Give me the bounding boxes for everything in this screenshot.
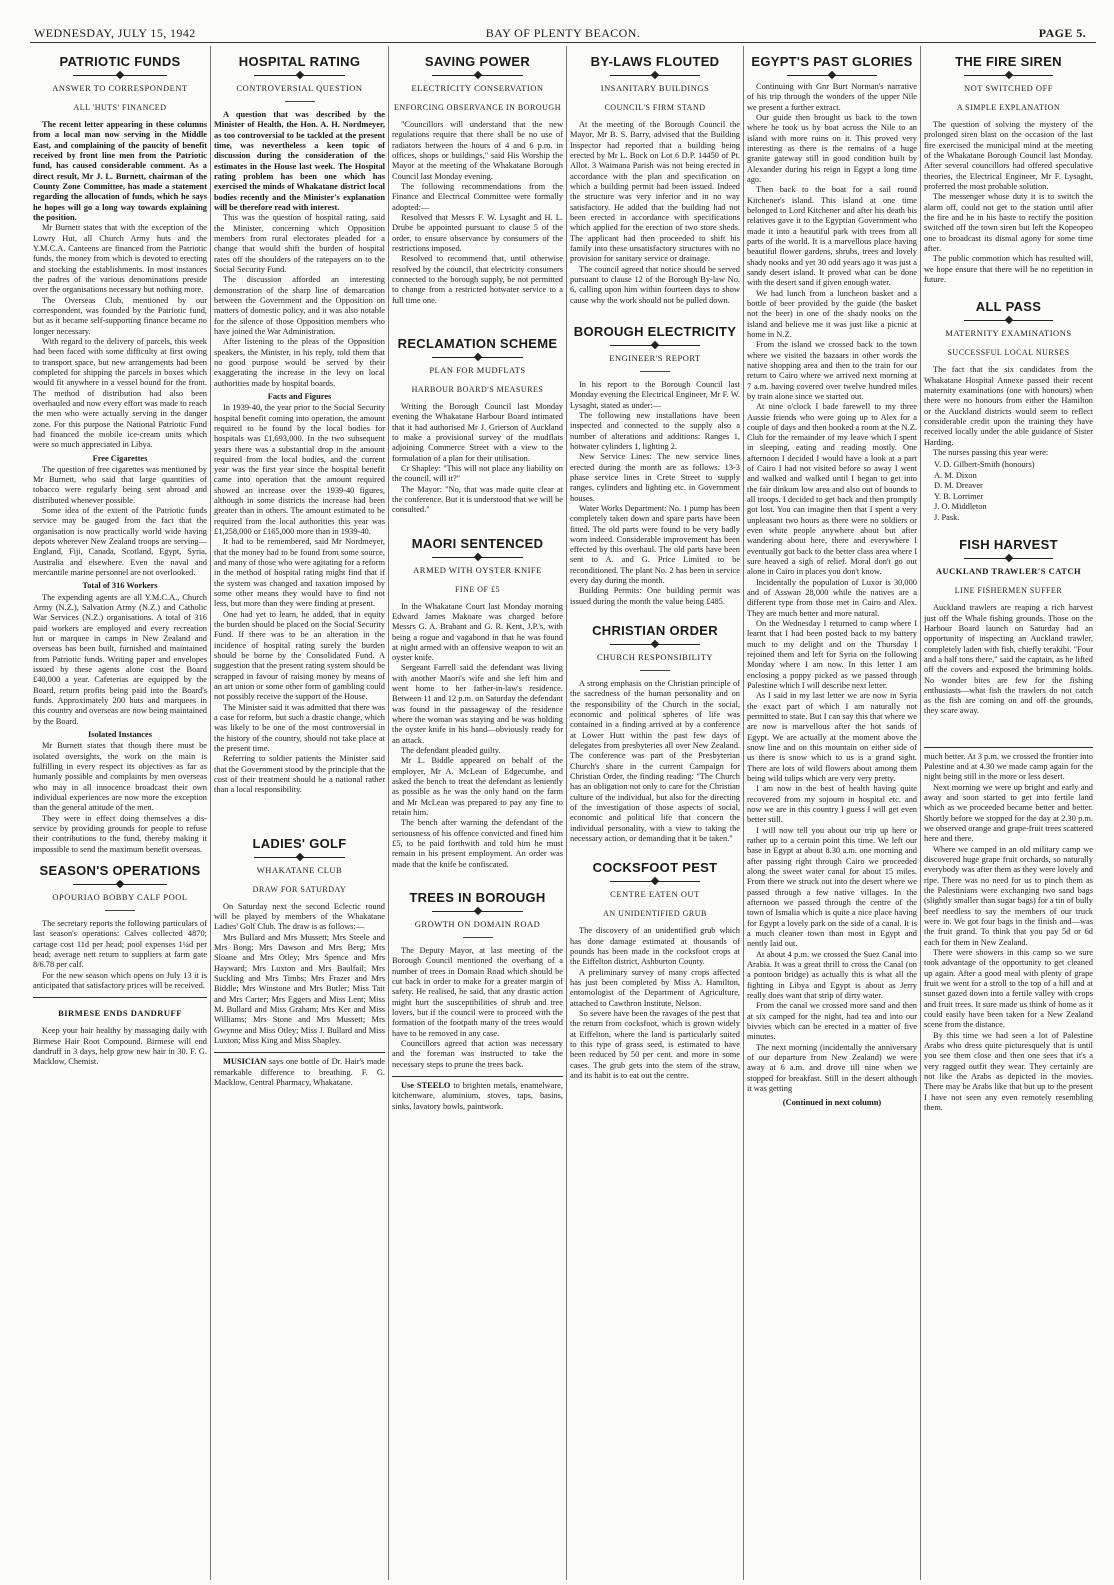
sub-subheadline: A SIMPLE EXPLANATION	[956, 103, 1061, 112]
paragraph: Referring to soldier patients the Minister said that the Government stood by the principle that the cost of their treatment should be a national rather than a local responsibility.	[214, 754, 385, 795]
headline-rule	[610, 877, 700, 885]
story-egypts-past-glories	[747, 54, 917, 1107]
paragraph: much better. At 3 p.m. we crossed the frontier into Palestine and at 4.30 we made camp again for the night being still in the more or less desert.	[924, 751, 1093, 782]
paragraph: "Councillors will understand that the new regulations require that there shall be no use of radiators between the hours of 4 and 6 p.m. in offices, shops or buildings," said His Worship the Mayor at the meeting of the Whakatane Borough Council last Monday evening.	[392, 120, 563, 181]
paragraph: The bench after warning the defendant of the seriousness of his offence convicted and fined him £5, to be paid forthwith and told him he must remain in his present employment. An order was made that the knife be confiscated.	[392, 818, 563, 869]
advert-birmese	[33, 997, 207, 1067]
subheadline: CONTROVERSIAL QUESTION	[236, 83, 363, 93]
advert-steelo	[392, 1076, 563, 1112]
paragraph: A preliminary survey of many crops affected has just been completed by Miss A. Hamilton, entomologist of the Department of Agriculture, attached to Cawthron Institute, Nelson.	[570, 967, 740, 1008]
subheadline: CENTRE EATEN OUT	[610, 889, 700, 900]
paragraph: The fact that the six candidates from the Whakatane Hospital Annexe passed their recent maternity examinations (one with honours) when there were no honours from either the Hamilton or the Auckland districts would seem to reflect considerable credit upon the training they have received locally under the able guidance of Sister Harding.	[924, 365, 1093, 447]
sub-subheadline: ALL 'HUTS' FINANCED	[73, 103, 167, 112]
paragraph: Our guide then brought us back to the town where he took us by boat across the Nile to an island with more ruins on it. This proved very interesting as there is the remains of a huge granite gateway still in good condition built by Alexander during his reign in Egypt a long time ago.	[747, 112, 917, 184]
advert-body: says one bottle of Dr. Hair's made remarkable difference to breathing. F. G. Macklow, Central Pharmacy, Whakatane.	[214, 1057, 385, 1087]
issue-date: WEDNESDAY, JULY 15, 1942	[34, 26, 196, 40]
list-item: Y. B. Lorrimer	[934, 491, 984, 501]
headline: EGYPT'S PAST GLORIES	[751, 54, 913, 69]
story-reclamation-scheme	[392, 336, 563, 516]
subheadline: NOT SWITCHED OFF	[963, 83, 1054, 93]
headline-rule	[964, 71, 1053, 79]
story-seasons-operations	[33, 863, 207, 991]
story-fish-harvest	[924, 537, 1093, 717]
subheadline: ARMED WITH OYSTER KNIFE	[413, 564, 542, 575]
list-item: V. D. Gilbert-Smith (honours)	[934, 460, 1035, 470]
paragraph: The question of solving the mystery of the prolonged siren blast on the occasion of the last fire exercised the municipal mind at the meeting of the Whakatane Borough Council last Monday. After several councillors had offered speculative theories, the Electrical Engineer, Mr F. Lysaght, proferred the most probable solution.	[924, 120, 1093, 191]
headline-rule	[610, 341, 700, 349]
paragraph: From the canal we crossed more sand and then at six camped for the night, had tea and into our bivvies which can be erected in a matter of five minutes.	[747, 1001, 917, 1042]
paragraph: One had yet to learn, he added, that in equity the burden should be placed on the Social Security Fund. If there was to be an alteration in the incidence of hospital rating surely the burden should be borne by the Consolidated Fund. A suggestion that the present rating system should be scrapped in favour of raising money by means of an art union or some other form of gambling could not possibly receive the support of the House.	[214, 609, 385, 702]
paragraph: The next morning (incidentally the anniversary of our departure from New Zealand) we were away at 6 a.m. and drove till nine when we stopped for breakfast. Still in the desert although it was getting	[747, 1042, 917, 1093]
column-3	[388, 46, 566, 1580]
story-patriotic-funds	[33, 54, 207, 855]
headline-rule	[610, 71, 700, 79]
headline-rule	[254, 853, 345, 861]
headline: FISH HARVEST	[959, 537, 1058, 553]
paragraph: After listening to the pleas of the Opposition speakers, the Minister, in his reply, told them that no good purpose would be served by their exaggerating the increase in the levy on local authorities made by hospital boards.	[214, 337, 385, 388]
sub-subheadline: HARBOUR BOARD'S MEASURES	[411, 384, 544, 394]
paragraph-heading: Free Cigarettes	[92, 453, 148, 463]
paragraph: By this time we had seen a lot of Palestine Arabs who dress quite picturesquely that is until you see them close and then one sees that it's a very ragged outfit they wear. They certainly are not like the Arabs as depicted in the movies. There may be Arabs like that but up to the present I have not seen any even remotely resembling them.	[924, 1030, 1093, 1112]
headline-rule	[432, 907, 523, 915]
nurses-list	[934, 460, 1093, 523]
headline-rule	[73, 880, 167, 888]
headline: BOROUGH ELECTRICITY	[573, 323, 737, 339]
story-saving-power	[392, 54, 563, 306]
paragraph: Some idea of the extent of the Patriotic funds service may be gauged from the fact that the organisation is now practically world wide having depots wherever New Zealand troops are serving—England, Fiji, Canada, Scotland, Egypt, Syria, Australia and elsewhere. Even the naval and mercantile marine personnel are not overlooked.	[33, 506, 207, 578]
paragraph: There were showers in this camp so we sure took advantage of the opportunity to get cleaned up again. After a good meal with plenty of grape fruit we went for a stroll to the top of a hill and at sunset gazed down into a fertile valley with crops and fruit trees. It sure made us think of home as it could easily have been taken for a New Zealand scene from the distance.	[924, 948, 1093, 1030]
paragraph: This was the question of hospital rating, said the Minister, concerning which Opposition members from rural electorates pleaded for a change that would shift the burden of hospital rates off the shoulders of the ratepayers on to the Social Security Fund.	[214, 213, 385, 274]
paragraph: The Overseas Club, mentioned by our correspondent, was founded by the Patriotic fund, but as it became self-supporting finance became no longer necessary.	[33, 295, 207, 336]
paragraph: The expending agents are all Y.M.C.A., Church Army (N.Z.), Salvation Army (N.Z.) and Catholic War Services (N.Z.) organisations. A total of 316 paid workers are employed and every recreation hut or marquee in camps in New Zealand and overseas has been built, furnished and maintained from Patriotic funds. Writing paper and envelopes issued by these agents alone cost the Board £40,000 a year. Cafeterias are equipped by the Board, return profits being paid into the Board's funds. Approximately 200 huts and marquees in this country and overseas are now being maintained by the Board.	[33, 592, 207, 726]
headline-rule	[964, 554, 1053, 562]
paragraph-heading: Isolated Instances	[88, 730, 152, 740]
paragraph: Then back to the boat for a sail round Kitchener's island. This island at one time belonged to Lord Kitchener and after his death his relatives gave it to the Egyptian Government who made it into a beautiful park with trees from all parts of the world. It is a marvellous place having beautiful flower gardens, shrubs, trees and lovely shady nooks and yet 30 odd years ago it was just a sandy desert island. It proved what can be done with the desert sand if given enough water.	[747, 185, 917, 288]
paragraph: The following recommendations from the Finance and Electrical Committee were formally adopted:—	[392, 181, 563, 212]
paragraph: Cr Shapley: "This will not place any liability on the council, will it?"	[392, 463, 563, 484]
headline-rule	[964, 316, 1053, 324]
headline-rule	[254, 71, 345, 79]
paragraph: The Deputy Mayor, at last meeting of the Borough Council mentioned the overhang of a number of trees in Domain Road which should be cut back in order to make for a greater margin of safety. He realised, he said, that any drastic action might hurt the susceptibilities of shrub and tree lovers, but if the council were to proceed with the formation of the footpath many of the trees would have to be removed in any case.	[392, 946, 563, 1038]
paragraph: Resolved that Messrs F. W. Lysaght and H. L. Drube be appointed pursuant to clause 5 of the order, to ensure observance by consumers of the restrictions imposed.	[392, 212, 563, 253]
paragraph: At nine o'clock I bade farewell to my three Aussie friends who were going up to Alex for a couple of days and then booked a room at the N.Z. Club for the remainder of my leave which I spent in sleeping, eating and reading mostly. One afternoon I decided I would have a look at a part of Cairo I had not visited before so away I went and walked and walked until I began to get into the fair dinkum low area and also out of bounds to all troops. I decided to get back and then promptly got lost. You can imagine then that I spent a very unpleasant two hours as there were no soldiers or even white people anywhere about but after wandering about here, there and everywhere I eventually got back to the better class area where I sure heaved a sigh of relief. Moral don't go out alone in Cairo in places you don't know.	[747, 402, 917, 577]
divider	[640, 670, 670, 671]
headline: ALL PASS	[975, 299, 1042, 315]
advert-lead: Use STEELO	[401, 1080, 451, 1090]
paragraph: In the Whakatane Court last Monday morning Edward James Makoare was charged before Messrs G. A. Brabant and G. R. Kent, J.P.'s, with being a rogue and vagabond in that he was found at night armed with an offensive weapon to wit an oyster knife.	[392, 601, 563, 663]
paragraph: I am now in the best of health having quite recovered from my sojourn in hospital etc. and now we are in this country I guess I will get even better still.	[747, 784, 917, 825]
paragraph: At the meeting of the Borough Council the Mayor, Mr B. S. Barry, advised that the Building Inspector had reported that a building being erected by Mr L. Bock on Lot 6 D.P. 14450 of Pt. Allot. 3 Waimana Parish was not being erected in accordance with the plan and specification on which a building permit had been issued. Indeed the structure was very inferior and in no way satisfactory. He added that the building had not been erected in accordance with specifications which applied for the erection of two store sheds. The applicant had then proceeded to shift his family into these unsatisfactory structures with no provision for sanitary service or drainage.	[570, 120, 740, 264]
paragraph: Mr L. Biddle appeared on behalf of the employer, Mr A. McLean of Edgecumbe, and asked the bench to treat the defendant as leniently as possible as he was the only hand on the farm and Mr McLean was prepared to pay any fine to retain him.	[392, 756, 563, 818]
newspaper-page	[30, 46, 1096, 1580]
headline: COCKSFOOT PEST	[592, 860, 718, 876]
subheadline: ENGINEER'S REPORT	[609, 352, 701, 363]
paragraph: At about 4 p.m. we crossed the Suez Canal into Arabia. It was a great thrill to cross the Canal (on a pontoon bridge) as actually this is what all the fighting in Libya and Egypt is about as Jerry really does want that strip of dirty water.	[747, 949, 917, 1000]
sub-subheadline: AN UNIDENTIFIED GRUB	[603, 909, 707, 919]
paragraph: The messenger whose duty it is to switch the alarm off, could not get to the station until after the fire and he in his haste to rectify the position switched off the town siren but left the Kopeopeo one to broadcast its dismal agony for some time after.	[924, 192, 1093, 253]
paragraph: As I said in my last letter we are now in Syria the exact part of which I am naturally not permitted to state. But I can say this that where we are now is marvellous after the hot sands of Egypt. We are actually at the moment above the snow line and on this mountain on either side of us there is snow which to us is a grand sight. There are lots of wild flowers about among them being wild tulips which are very very pretty.	[747, 691, 917, 783]
advert-musician	[214, 1052, 385, 1088]
paragraph: On the Wednesday I returned to camp where I learnt that I had been posted back to my battery much to my delight and on the Thursday I rejoined them and left for Syria on the following Monday where I am now. In this letter I am enclosing a poppy picked as we passed through Palestine which I will describe next letter.	[747, 619, 917, 691]
page-number: PAGE 5.	[1038, 26, 1086, 40]
headline-rule	[787, 71, 877, 79]
paragraph: The question of free cigarettes was mentioned by Mr Burnett, who said that large quantities of tobacco were regularly being sent abroad and distributed whenever possible.	[33, 464, 207, 505]
advert-text	[214, 1057, 385, 1088]
sub-subheadline: LINE FISHERMEN SUFFER	[954, 586, 1063, 596]
paragraph: Councillors agreed that action was necessary and the foreman was instructed to take the necessary steps to prune the trees back.	[392, 1039, 563, 1069]
subheadline: PLAN FOR MUDFLATS	[429, 364, 526, 375]
paragraph: A strong emphasis on the Christian principle of the sacredness of the human personality and on the responsibility of the Church in the social, economic and political spheres of life was contained in a finding arrived at by a conference at Lower Hutt within the past few days of delegates from presbyteries all over New Zealand. The conference was part of the Presbyterian Church's share in the current Campaign for Christian Order, the finding reading: "The Church has an obligation not only to care for the Christian culture of the individual, but also for the directing of the investigation of those aspects of social, economic and political life that concern the individual personality, with a view to taking the necessary action, or demanding that it be taken."	[570, 679, 740, 844]
subheadline: GROWTH ON DOMAIN ROAD	[414, 919, 541, 930]
paragraph: The council agreed that notice should be served pursuant to clause 12 of the Borough By-law No. 6, calling upon him within fourteen days to show cause why the work should not be pulled down.	[570, 264, 740, 305]
paragraph: It had to be remembered, said Mr Nordmeyer, that the money had to be found from some source, and many of those who were agitating for a reform in the method of hospital rating might find that if the system was changed and taxation imposed by some other means they would have to find not less, but more than they were finding at present.	[214, 537, 385, 609]
paragraph: I will now tell you about our trip up here or rather up to a certain point this time. We left our base in Egypt at about 8.30 a.m. one morning and after passing right through Cairo we proceeded along the sweet water canal for about 15 miles. From there we struck out into the desert where we passed through a few native villages. In the afternoon we passed through the centre of the town of Ismalia which is quite a nice place having for Egypt a lovely park on the side of a canal. It is a much cleaner town than most in Egypt and nently laid out.	[747, 825, 917, 949]
sub-subheadline: ENFORCING OBSERVANCE IN BOROUGH	[394, 103, 561, 112]
column-4	[566, 46, 743, 1580]
story-borough-electricity	[570, 324, 740, 607]
paragraph: For the new season which opens on July 13 it is anticipated that satisfactory prices will be received.	[33, 970, 207, 990]
headline: SEASON'S OPERATIONS	[39, 862, 201, 878]
paragraph: They were in effect doing themselves a dis-service by providing grounds for people to refuse their contributions to the fund, thereby making it impossible to send the maximum benefit overseas.	[33, 813, 207, 854]
masthead	[30, 22, 1096, 43]
story-all-pass	[924, 299, 1093, 523]
list-item: J. Pask.	[934, 512, 960, 522]
advert-text	[392, 1081, 563, 1112]
headline: MAORI SENTENCED	[411, 535, 544, 551]
paragraph: A question that was described by the Minister of Health, the Hon. A. H. Nordmeyer, as too controversial to be tackled at the present time, was nevertheless a keen topic of discussion during the consideration of the estimates in the House last week. The Hospital rating problem has been one which has exercised the minds of Whakatane district local bodies recently and the Minister's explanation will be therefore read with interest.	[214, 110, 385, 212]
paragraph-heading: Total of 316 Workers	[82, 581, 158, 591]
column-1	[30, 46, 210, 1580]
story-maori-sentenced	[392, 536, 563, 871]
paragraph: Sergeant Farrell said the defendant was living with another Maori's wife and she left him and went home to her father-in-law's residence. Between 11 and 12 p.m. on Saturday the defendant was found in the passageway of the residence where the woman was staying and he was holding the oyster knife in his hand—obviously ready for an attack.	[392, 663, 563, 745]
headline: LADIES' GOLF	[252, 835, 347, 851]
sub-subheadline: DRAW FOR SATURDAY	[252, 884, 347, 894]
story-hospital-rating	[214, 54, 385, 796]
paragraph: Auckland trawlers are reaping a rich harvest just off the Whale fishing grounds. Those on the Harbour Board launch on Saturday had an opportunity of inspecting an Auckland trawler, completely laden with fish, chiefly terakihi. "Four and a half tons there," said the captain, as he lifted off the covers and exposed the brimming holds. No wonder bites are few for the fishing enthusiasts—what fish the trawlers do not catch as the fish are coming on and off the grounds, they scare away.	[924, 603, 1093, 716]
paragraph: In 1939-40, the year prior to the Social Security hospital benefit coming into operation, the amount required to be found by the local bodies for hospitals was £1,693,000. In the two subsequent years there was a substantial drop in the amount required from the local bodies, and the current year was the first year since the hospital benefit came into operation that the amount required showed an increase over the 1939-40 figures, although in some districts the increase had been greater than in others. The amount estimated to be required from the local authorities this year was £1,258,000 or £165,000 more than in 1939-40.	[214, 403, 385, 537]
column-5	[743, 46, 920, 1580]
paragraph: Incidentally the population of Luxor is 30,000 and of Asswan 28,000 while the natives are a different type from those met in Cairo and Alex. They are much better and more natural.	[747, 577, 917, 618]
advert-body: to brighten metals, enamelware, kitchenware, aluminium, stoves, taps, basins, sinks, lavatory bowls, paintwork.	[392, 1080, 563, 1111]
continued-note: (Continued in next column)	[782, 1098, 882, 1108]
paragraph: The following new installations have been inspected and connected to the supply also a number of alterations and additions: Ranges 1, hotwater cylinders 1, lighting 2.	[570, 410, 740, 451]
headline: SAVING POWER	[424, 54, 531, 69]
paragraph: With regard to the delivery of parcels, this week had been faced with some difficulty at first owing to transport space, but new arrangements had been completed for shipping the parcels in boxes which would fit anywhere in a vessel bound for the front. The method of distribution had also been overhauled and now every effort was made to reach the men who were actually serving in the danger zone. For this purpose the National Patriotic Fund had financed the mobile ice-cream units which were so much appreciated in Libya.	[33, 336, 207, 450]
column-6	[920, 46, 1096, 1580]
subheadline: ANSWER TO CORRESPONDENT	[52, 83, 188, 93]
paragraph: The defendant pleaded guilty.	[401, 746, 501, 756]
paragraph: On Saturday next the second Eclectic round will be played by members of the Whakatane Ladies' Golf Club. The draw is as follows:—	[214, 901, 385, 932]
paragraph: We had lunch from a luncheon basket and a bottle of beer provided by the guide (the basket not the beer) in one of the shady nooks on the island and believe me it was just like a picnic at home in N.Z.	[747, 288, 917, 339]
paragraph: So severe have been the ravages of the pest that the return from cocksfoot, which is grown widely at Eiffelton, where the land is particularly suited to this type of grass seed, is estimated to have been reduced by 50 per cent. and more in some cases. The grub gets into the stem of the straw, and its habit is to eat out the centre.	[570, 1009, 740, 1080]
paragraph: The Minister said it was admitted that there was a case for reform, but such a drastic change, which was likely to be one of the most controversial in the history of the country, should not take place at the present time.	[214, 702, 385, 754]
divider	[640, 371, 670, 372]
paragraph: The nurses passing this year were:	[933, 447, 1049, 457]
paragraph: Next morning we were up bright and early and away and soon started to get into fertile land which as we proceeded became better and better. Shortly before we stopped for the day at 2.30 p.m. we observed orange and grape-fruit trees scattered here and there.	[924, 782, 1093, 844]
list-item: D. M. Dreaver	[934, 481, 983, 491]
story-christian-order	[570, 623, 740, 844]
sub-subheadline: COUNCIL'S FIRM STAND	[604, 103, 706, 112]
sub-subheadline: FINE OF £5	[454, 584, 500, 594]
paragraph: The discussion afforded an interesting demonstration of the sharp line of demarcation between the Government and the Opposition on matters of domestic policy, and it was also notable for the silence of those Opposition members who have joined the War Administration.	[214, 275, 385, 336]
paragraph: Continuing with Gnr Burt Norman's narrative of his trip through the wonders of the upper Nile we present a further extract.	[747, 82, 917, 112]
divider	[105, 910, 135, 911]
story-ladies-golf	[214, 836, 385, 1047]
list-item: J. O. Middleton	[934, 502, 987, 512]
paragraph: Mr Burnett states that with the exception of the Lowry Hut, all Church Army huts and the Y.M.C.A. Canteens are financed from the Patriotic funds, the money from which is devoted to erecting and stocking the establishments. In most instances the padres of the various denominations preside over the organisations necessary but nothing more.	[33, 223, 207, 295]
paragraph: From the island we crossed back to the town where we visited the bazaars in other words the native shopping area and then to the train for our return to Cairo where we arrived next morning at 7 a.m. having covered over twelve hundred miles by train alone since we started out.	[747, 340, 917, 401]
headline-rule	[432, 71, 523, 79]
headline: RECLAMATION SCHEME	[397, 335, 558, 351]
paragraph: The public commotion which has resulted will, we hope ensure that there will be no repetition in future.	[924, 254, 1093, 284]
paper-title: BAY OF PLENTY BEACON.	[485, 26, 641, 40]
paragraph: Building Permits: One building permit was issued during the month the value being £485.	[570, 586, 740, 606]
headline-rule	[610, 640, 700, 648]
story-egypt-continued	[924, 747, 1093, 1113]
paragraph: Mrs Bullard and Mrs Mussett; Mrs Steele and Mrs Bong; Mrs Dawson and Mrs Berg; Mrs Sloane and Mrs Otley; Mrs Spence and Mrs Hayward; Mrs Luxton and Mrs Baulfail; Mrs Suckling and Mrs Timbs; Mrs Frazer and Mrs Biddle; Mrs Winstone and Mrs Butler; Miss Tait and Mrs Carter; Mrs Eggers and Miss Lent; Miss M. Bullard and Miss Graham; Mrs Ker and Miss Williams; Mrs Stone and Mrs Mussett; Mrs Gwynne and Miss Otley; Miss J. Bullard and Miss Luxton; Miss King and Miss Shapley.	[214, 932, 385, 1045]
subheadline: WHAKATANE CLUB	[256, 864, 343, 875]
divider	[463, 937, 493, 938]
paragraph: Mr Burnett states that though there must be isolated oversights, the work on the main is fulfilling in every respect its objectives as far as humanly possible and complaints by men overseas who may in all innocence broadcast their own individual experiences are now more the exception than the general attitude of the men.	[33, 741, 207, 813]
story-fire-siren	[924, 54, 1093, 285]
subheadline: OPOURIAO BOBBY CALF POOL	[52, 891, 188, 902]
headline-rule	[432, 553, 523, 561]
paragraph: The secretary reports the following particulars of last season's operations: Calves collected 4870; cartage cost 11d per head; pool expenses 1¼d per head; average nett return to suppliers at farm gate 8/6.78 per calf.	[33, 918, 207, 970]
paragraph: Where we camped in an old military camp we discovered huge grape fruit orchards, so naturally everybody was after them as they were lovely and ripe. There was no need for us to pinch them as the Palestinians were exchanging two sand bags (slightly smaller than sugar bags) for a tin of bully beef needless to say the members of our truck were in. We got four bags in the finish and—was the fruit grand. To think that you pay 5d or 6d each for them in New Zealand.	[924, 844, 1093, 947]
headline: HOSPITAL RATING	[238, 54, 361, 69]
headline-rule	[432, 353, 523, 361]
paragraph: The discovery of an unidentified grub which has done damage estimated at thousands of pounds has been made in the cocksfoot crops at the Eiffelton district, Ashburton County.	[570, 926, 740, 967]
headline: PATRIOTIC FUNDS	[59, 54, 181, 69]
paragraph: Water Works Department: No. 1 pump has been completely taken down and spare parts have been fitted. The old parts were found to be very badly worn indeed. Considerable improvement has been effected by this overhaul. The old parts have been sent to A. and G. Price Limited to be reconditioned. The plant No. 2 has been in service every day during the month.	[570, 503, 740, 586]
paragraph: Writing the Borough Council last Monday evening the Whakatane Harbour Board intimated that it had authorised Mr J. Grierson of Auckland to make a provisional survey of the mudflats adjoining Commerce Street with a view to the formulation of a plan for their utilisation.	[392, 401, 563, 463]
subheadline: ELECTRICITY CONSERVATION	[411, 83, 544, 93]
story-cocksfoot-pest	[570, 860, 740, 1081]
paragraph: Resolved to recommend that, until otherwise resolved by the council, that electricity consumers connected to the borough supply, be not permitted to change from a restricted hotwater service to a full time one.	[392, 254, 563, 305]
advert-heading: BIRMESE ENDS DANDRUFF	[58, 1008, 182, 1019]
list-item: A. M. Dixon	[934, 470, 977, 480]
subheadline: CHURCH RESPONSIBILITY	[596, 652, 714, 663]
advert-lead: MUSICIAN	[223, 1057, 267, 1067]
headline: THE FIRE SIREN	[955, 54, 1062, 69]
headline: BY-LAWS FLOUTED	[590, 54, 720, 69]
sub-subheadline: SUCCESSFUL LOCAL NURSES	[947, 348, 1070, 358]
subheadline: MATERNITY EXAMINATIONS	[945, 328, 1072, 339]
headline: TREES IN BOROUGH	[409, 890, 546, 906]
advert-text: Keep your hair healthy by massaging daily with Birmese Hair Root Compound. Birmese will end dandruff in 3 days, help grow new hair in 30. F. G. Macklow, Chemist.	[33, 1026, 207, 1067]
story-by-laws-flouted	[570, 54, 740, 306]
headline: CHRISTIAN ORDER	[592, 623, 718, 639]
subheadline: INSANITARY BUILDINGS	[600, 83, 710, 93]
paragraph: In his report to the Borough Council last Monday evening the Electrical Engineer, Mr F. W. Lysaght, stated as under:—	[570, 379, 740, 410]
paragraph-heading: Facts and Figures	[267, 391, 332, 401]
story-trees-in-borough	[392, 890, 563, 1070]
subheadline: AUCKLAND TRAWLER'S CATCH	[935, 566, 1082, 577]
paragraph: The Mayor: "No, that was made quite clear at the conference. But it is understood that we will be consulted."	[392, 484, 563, 515]
headline-rule	[73, 71, 167, 79]
paragraph: New Service Lines: The new service lines erected during the month are as follows: 13-3 phase service lines in Crete Street to supply ranges, cylinders and lighting etc. in Government houses.	[570, 452, 740, 503]
divider	[285, 101, 315, 102]
column-2	[210, 46, 388, 1580]
paragraph: The recent letter appearing in these columns from a local man now serving in the Middle East, and complaining of the paucity of benefit received by front line men from the Patriotic fund, has caused considerable comment. As a direct result, Mr J. L. Burnett, chairman of the County Zone Committee, has made a statement regarding the allocation of funds, which he says he hopes will go a long way towards explaining the position.	[33, 120, 207, 222]
